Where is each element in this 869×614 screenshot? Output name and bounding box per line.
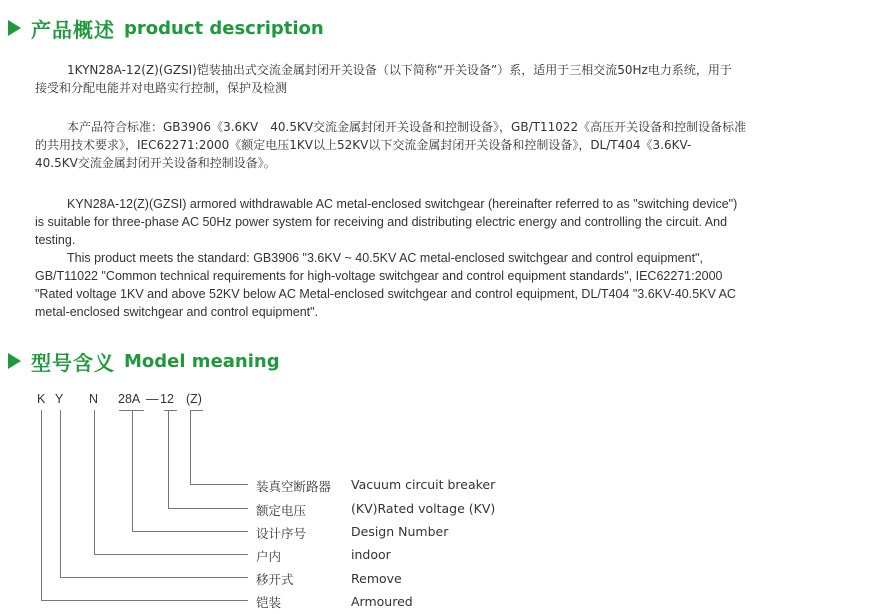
text-line: 的共用技术要求》，IEC62271:2000《额定电压1KV以上52KV以下交流金属封闭开关设备和控制设备》，DL/T404《3.6KV- [35,138,692,152]
text-line: 接受和分配电能并对电路实行控制，保护及检测 [35,81,288,95]
text-line: This product meets the standard: GB3906 "3.6KV ~ 40.5KV AC metal-enclosed switchgear and control equipment", [67,251,703,265]
code-y: Y [55,392,64,406]
bracket-line [95,410,249,555]
label-cn-voltage: 额定电压 [256,503,307,518]
text-line: 本产品符合标准：GB3906《3.6KV 40.5KV交流金属封闭开关设备和控制设备》，GB/T11022《高压开关设备和控制设备标准 [67,120,747,134]
label-en-remove: Remove [351,571,402,586]
label-cn-indoor: 户内 [256,549,282,564]
label-en-design: Design Number [351,524,449,539]
label-en-voltage: (KV)Rated voltage (KV) [351,501,496,516]
bracket-line [61,410,249,578]
code-28a: 28A [118,392,141,406]
text-line: "Rated voltage 1KV and above 52KV below AC Metal-enclosed switchgear and control equipment, DL/T404 "3.6KV-40.5KV AC [35,287,736,301]
label-en-armoured: Armoured [351,594,413,609]
label-en-indoor: indoor [351,547,391,562]
bracket-line [191,410,249,485]
text-line: KYN28A-12(Z)(GZSI) armored withdrawable AC metal-enclosed switchgear (hereinafter referred to as "switching device") [67,197,738,211]
label-cn-armoured: 铠装 [256,595,282,610]
text-line: is suitable for three-phase AC 50Hz power system for receiving and distributing electric energy and controlling the circuit. And [35,215,728,229]
code-dash: — [146,392,159,406]
text-line: 40.5KV交流金属封闭开关设备和控制设备》。 [35,156,276,170]
text-line: 1KYN28A-12(Z)(GZSI)铠装抽出式交流金属封闭开关设备（以下简称“开关设备”）系，适用于三相交流50Hz电力系统，用于 [67,63,732,77]
section-title-en: Model meaning [124,350,280,372]
section-title-cn: 型号含义 [31,350,115,375]
label-cn-vacuum: 装真空断路器 [256,479,332,494]
code-n: N [89,392,99,406]
code-k: K [37,392,46,406]
text-line: testing. [35,233,76,247]
bracket-line [42,410,249,601]
label-cn-remove: 移开式 [256,572,294,587]
text-line: GB/T11022 "Common technical requirements for high-voltage switchgear and control equipment standards", IEC62271:2000 [35,269,723,283]
label-cn-design: 设计序号 [256,526,307,541]
text-line: metal-enclosed switchgear and control equipment". [35,305,319,319]
section-title-en: product description [124,17,324,39]
code-12: 12 [160,392,174,406]
bracket-line [169,410,249,509]
label-en-vacuum: Vacuum circuit breaker [351,477,496,492]
code-z: (Z) [186,392,202,406]
section-title-cn: 产品概述 [31,17,115,42]
